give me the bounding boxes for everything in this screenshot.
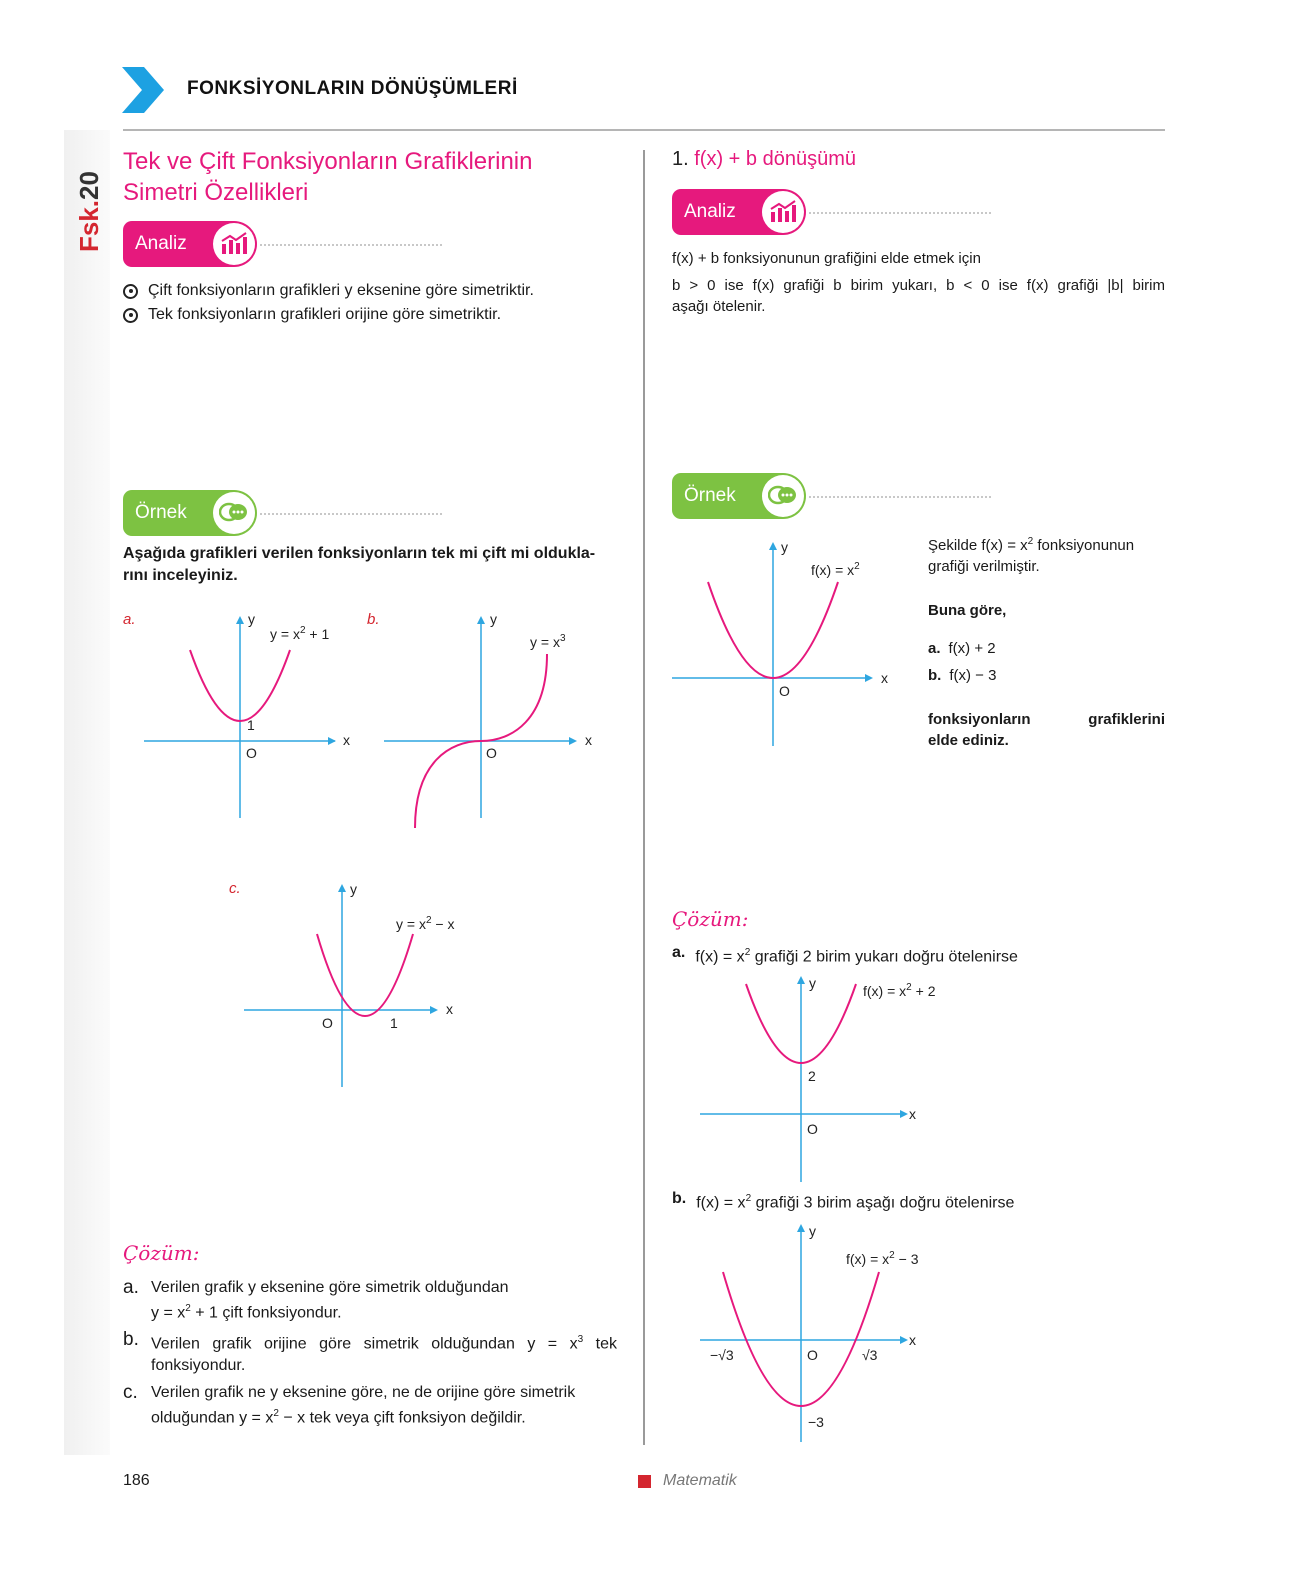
fasikul-label: Fsk. [74, 199, 104, 252]
svg-text:O: O [246, 745, 257, 761]
svg-text:√3: √3 [862, 1347, 878, 1363]
analiz-bullets [123, 282, 633, 324]
solution-item: b. Verilen grafik orijine göre simetrik olduğundan $y = x^3$ tek fonksiyondur. [123, 1329, 617, 1374]
page-number: 186 [123, 1472, 150, 1489]
analiz-badge [123, 221, 257, 267]
bullet-item: Çift fonksiyonların grafikleri y eksenine göre simetriktir. [123, 282, 633, 300]
svg-text:y: y [350, 881, 357, 897]
section-title [123, 146, 623, 208]
solution-item: b. $f(x) = x^2$ grafiği 3 birim aşağı doğru ötelenirse [672, 1190, 1015, 1212]
subject-square-icon [638, 1475, 651, 1488]
svg-text:−√3: −√3 [710, 1347, 734, 1363]
ornek-label: Örnek [684, 485, 736, 506]
svg-text:O: O [807, 1347, 818, 1363]
bullet-icon [123, 308, 138, 323]
analiz-label: Analiz [135, 233, 187, 254]
svg-text:2: 2 [808, 1068, 816, 1084]
svg-text:f(x) = x2: $f(x) = x^2$ [811, 561, 860, 578]
cozum-heading: Çözüm: [123, 1241, 200, 1265]
svg-text:O: O [779, 683, 790, 699]
question-item: a. f(x) + 2 [928, 640, 996, 657]
fasikul-badge [58, 150, 118, 260]
svg-text:O: O [486, 745, 497, 761]
ornek-question: Şekilde $f(x) = x^2$ fonksiyonunun grafiği verilmiştir. Buna göre, a. f(x) + 2 b. f(x) − 3 fonksiyonların grafiklerini elde ediniz. [928, 536, 1165, 749]
svg-text:x: x [881, 670, 888, 686]
analiz-badge [672, 189, 806, 235]
svg-text:x: x [909, 1106, 916, 1122]
fasikul-number: 20 [74, 171, 104, 200]
svg-text:y = x2 − x: $y = x^2 - x$ [396, 915, 455, 932]
solution-item: c. Verilen grafik ne y eksenine göre, ne de orijine göre simetrik olduğundan $y = x^2 - x$ tek veya çift fonksiyon değildir. [123, 1381, 576, 1426]
column-divider [643, 150, 645, 1445]
dotted-line [809, 212, 991, 214]
dotted-line [809, 496, 991, 498]
header-divider [123, 129, 1165, 131]
svg-text:y: y [809, 1223, 816, 1239]
speech-bubble-icon [213, 492, 255, 534]
subsection-title: 1. f(x) + b dönüşümü [672, 148, 856, 170]
ornek-question: Aşağıda grafikleri verilen fonksiyonların tek mi çift mi oldukla- rını inceleyiniz. [123, 545, 596, 584]
svg-text:x: x [446, 1001, 453, 1017]
svg-text:y = x3: $y = x^3$ [530, 633, 566, 650]
graph-c [240, 880, 470, 1090]
svg-text:1: 1 [247, 717, 255, 733]
chapter-title: FONKSİYONLARIN DÖNÜŞÜMLERİ [187, 78, 518, 99]
question-item: b. f(x) − 3 [928, 667, 997, 684]
bullet-item: Tek fonksiyonların grafikleri orijine göre simetriktir. [123, 306, 633, 324]
svg-text:f(x) = x2 − 3: $f(x) = x^2 - 3$ [846, 1250, 919, 1267]
chapter-arrow-icon [122, 67, 164, 113]
svg-text:y = x2 + 1: $y = x^2 + 1$ [270, 625, 330, 642]
graph-a-label: a. [123, 611, 136, 628]
svg-text:y: y [248, 612, 255, 627]
svg-text:y: y [781, 539, 788, 555]
analiz-label: Analiz [684, 201, 736, 222]
svg-text:y: y [490, 612, 497, 627]
ornek-badge [123, 490, 257, 536]
bar-chart-icon [213, 223, 255, 265]
cozum-heading: Çözüm: [672, 907, 749, 931]
svg-text:x: x [343, 732, 350, 748]
sidebar [64, 130, 110, 1455]
svg-text:x: x [585, 732, 592, 748]
solutions-list [123, 1277, 617, 1428]
analiz-text: f(x) + b fonksiyonunun grafiğini elde etmek için b > 0 ise f(x) grafiği b birim yukarı, b < 0 ise f(x) grafiği |b| birim aşağı ötelenir. [672, 250, 1165, 315]
solution-item: a. Verilen grafik y eksenine göre simetrik olduğundan $y = x^2 + 1$ çift fonksiyondur. [123, 1277, 509, 1322]
svg-text:1: 1 [390, 1015, 398, 1031]
graph-b-label: b. [367, 611, 380, 628]
dotted-line [260, 513, 442, 515]
svg-text:y: y [809, 975, 816, 991]
speech-bubble-icon [762, 475, 804, 517]
graph-c-label: c. [229, 880, 241, 897]
bullet-icon [123, 284, 138, 299]
footer-subject: Matematik [638, 1472, 737, 1490]
svg-text:−3: −3 [808, 1414, 824, 1430]
graph-a [140, 612, 360, 822]
section-title-line2: Simetri Özellikleri [123, 179, 309, 206]
section-title-line1: Tek ve Çift Fonksiyonların Grafiklerinin [123, 148, 533, 175]
svg-text:f(x) = x2 + 2: $f(x) = x^2 + 2$ [863, 982, 936, 999]
graph-fx [668, 538, 908, 750]
dotted-line [260, 244, 442, 246]
ornek-badge [672, 473, 806, 519]
ornek-label: Örnek [135, 502, 187, 523]
svg-text:O: O [322, 1015, 333, 1031]
solution-item: a. $f(x) = x^2$ grafiği 2 birim yukarı doğru ötelenirse [672, 944, 1018, 966]
svg-text:O: O [807, 1121, 818, 1137]
bar-chart-icon [762, 191, 804, 233]
graph-fx-plus-2 [696, 972, 936, 1187]
graph-b [380, 612, 620, 832]
svg-text:x: x [909, 1332, 916, 1348]
graph-fx-minus-3 [696, 1220, 936, 1445]
